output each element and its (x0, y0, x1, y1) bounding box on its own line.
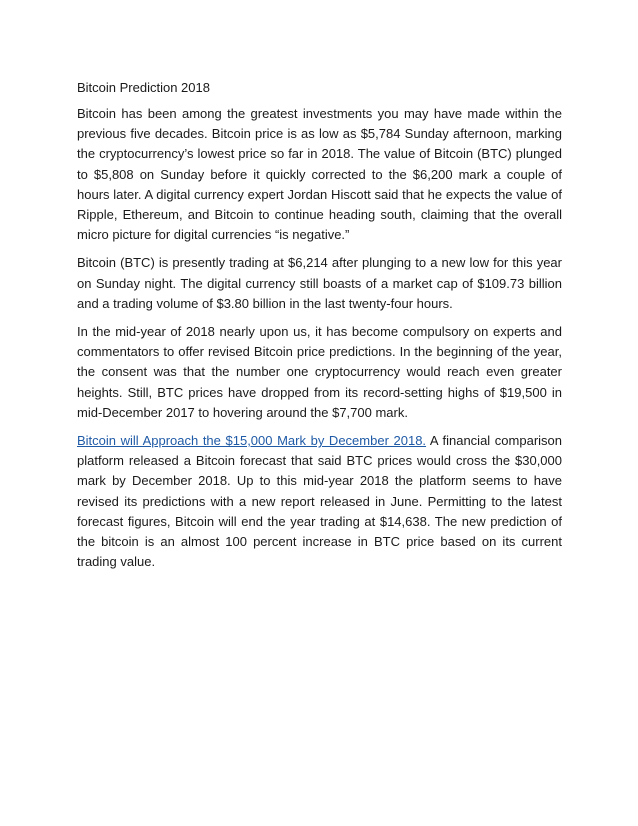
forecast-link[interactable]: Bitcoin will Approach the $15,000 Mark by December 2018. (77, 433, 427, 449)
paragraph-1: Bitcoin has been among the greatest investments you may have made within the previous five decades. Bitcoin price is as low as $5,784 Sunday afternoon, marking the cryptocurrency’s lowest price so far in 2018. The value of Bitcoin (BTC) plunged to $5,808 on Sunday before it quickly corrected to the $6,200 mark a couple of hours later. A digital currency expert Jordan Hiscott said that he expects the value of Ripple, Ethereum, and Bitcoin to continue heading south, claiming that the overall micro picture for digital currencies “is negative.” (77, 106, 562, 243)
paragraph-4-text: A financial comparison platform released a Bitcoin forecast that said BTC prices would cross the $30,000 mark by December 2018. Up to this mid-year 2018 the platform seems to have revised its predictions with a new report released in June. Permitting to the latest forecast figures, Bitcoin will end the year trading at $14,638. The new prediction of the bitcoin is an almost 100 percent increase in BTC price based on its current trading value. (77, 433, 562, 570)
paragraph-3: In the mid-year of 2018 nearly upon us, it has become compulsory on experts and commentators to offer revised Bitcoin price predictions. In the beginning of the year, the consent was that the number one cryptocurrency would reach even greater heights. Still, BTC prices have dropped from its record-setting highs of $19,500 in mid-December 2017 to hovering around the $7,700 mark. (77, 324, 562, 420)
document-title: Bitcoin Prediction 2018 (77, 80, 210, 95)
paragraph-4 (77, 431, 562, 572)
paragraph-2: Bitcoin (BTC) is presently trading at $6,214 after plunging to a new low for this year on Sunday night. The digital currency still boasts of a market cap of $109.73 billion and a trading volume of $3.80 billion in the last twenty-four hours. (77, 255, 562, 311)
